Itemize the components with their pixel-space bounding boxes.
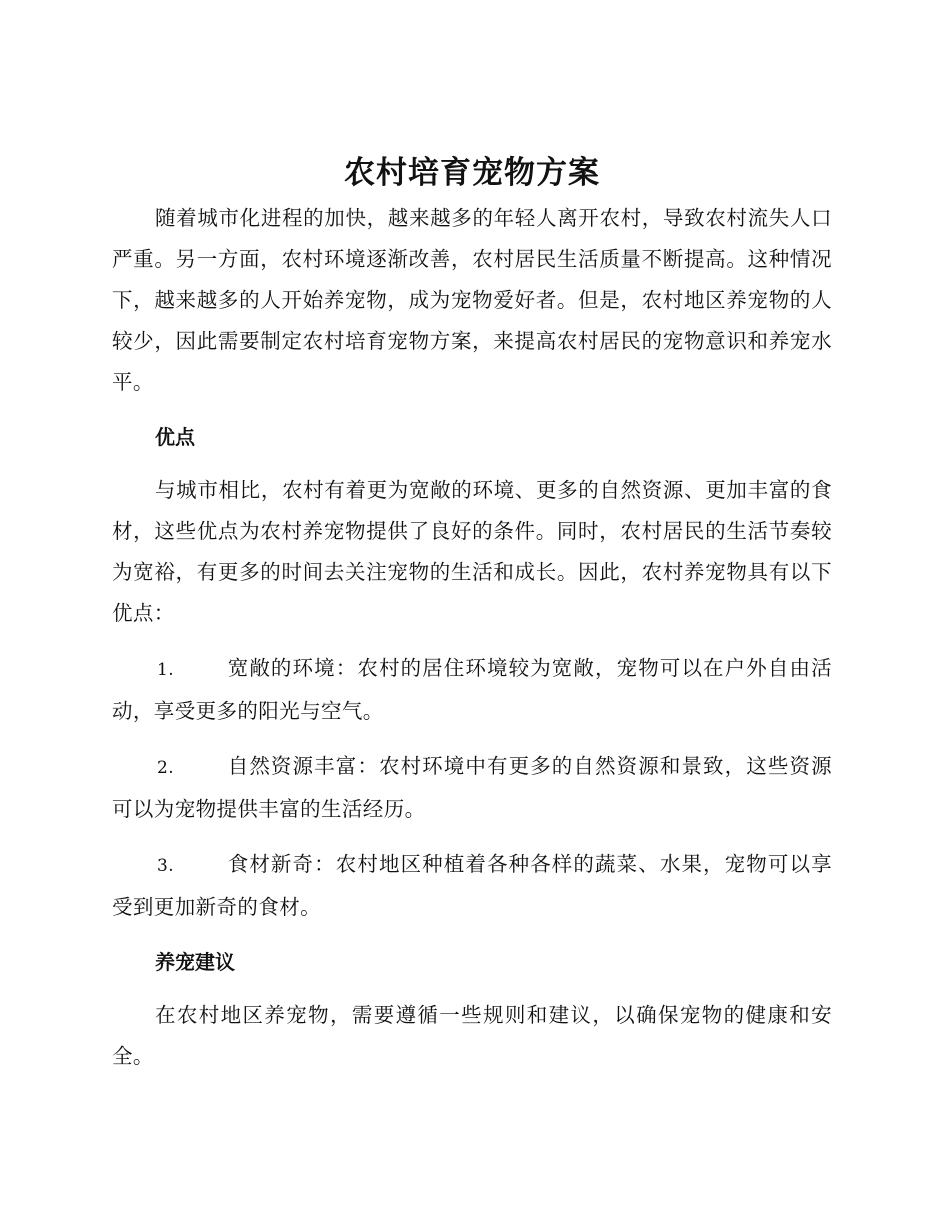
list-item-number: 1. — [157, 660, 175, 680]
advantages-paragraph: 与城市相比，农村有着更为宽敞的环境、更多的自然资源、更加丰富的食材，这些优点为农村养宠物提供了良好的条件。同时，农村居民的生活节奏较为宽裕，有更多的时间去关注宠物的生活和成长。因此，农村养宠物具有以下优点： — [112, 478, 832, 625]
section-heading-advantages: 优点 — [155, 425, 195, 449]
list-item — [112, 844, 832, 928]
list-item — [112, 746, 832, 830]
list-item-number: 2. — [157, 758, 175, 778]
list-item-text: 食材新奇：农村地区种植着各种各样的蔬菜、水果，宠物可以享受到更加新奇的食材。 — [112, 852, 832, 919]
document-title: 农村培育宠物方案 — [344, 155, 600, 191]
suggestions-paragraph: 在农村地区养宠物，需要遵循一些规则和建议，以确保宠物的健康和安全。 — [112, 1003, 832, 1068]
document-body — [112, 148, 832, 1077]
section-heading-suggestions: 养宠建议 — [155, 950, 235, 974]
list-item-number: 3. — [157, 856, 175, 876]
intro-paragraph: 随着城市化进程的加快，越来越多的年轻人离开农村，导致农村流失人口严重。另一方面，农村环境逐渐改善，农村居民生活质量不断提高。这种情况下，越来越多的人开始养宠物，成为宠物爱好者。但是，农村地区养宠物的人较少，因此需要制定农村培育宠物方案，来提高农村居民的宠物意识和养宠水平。 — [112, 206, 832, 394]
list-item-text: 宽敞的环境：农村的居住环境较为宽敞，宠物可以在户外自由活动，享受更多的阳光与空气。 — [112, 656, 832, 723]
list-item-text: 自然资源丰富：农村环境中有更多的自然资源和景致，这些资源可以为宠物提供丰富的生活经历。 — [112, 754, 832, 821]
list-item — [112, 648, 832, 732]
